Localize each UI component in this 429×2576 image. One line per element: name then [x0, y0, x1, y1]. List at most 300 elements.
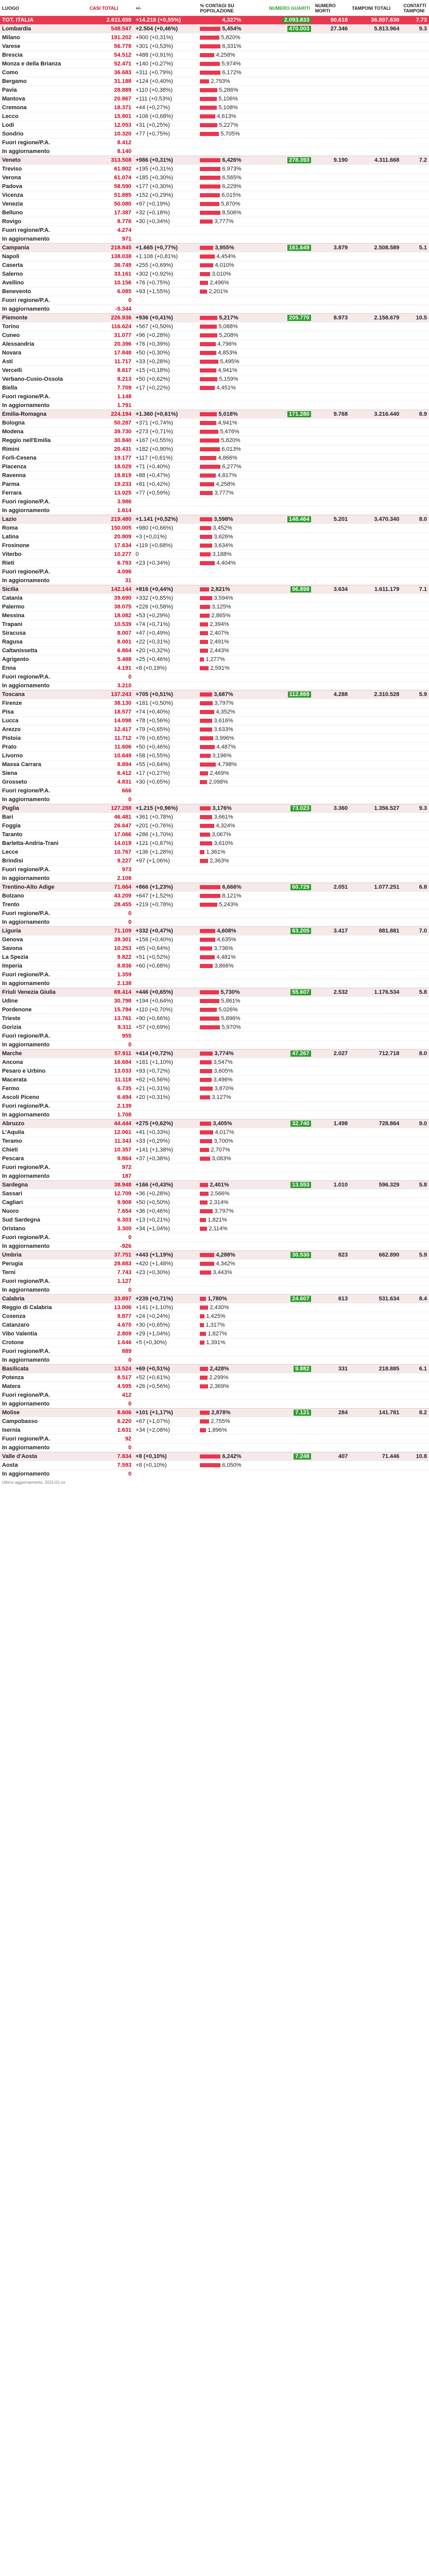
- province-contatti: [401, 577, 429, 585]
- province-tamponi: [350, 1084, 401, 1093]
- region-tamponi: 712.718: [350, 1049, 401, 1058]
- region-row[interactable]: [0, 1120, 429, 1128]
- italia-ratio: [198, 16, 267, 25]
- region-row[interactable]: [0, 515, 429, 524]
- province-ratio: [198, 848, 267, 857]
- province-tamponi: [350, 471, 401, 480]
- province-tamponi: [350, 1417, 401, 1426]
- region-guariti-value: 96.898: [290, 586, 311, 592]
- province-row: [0, 594, 429, 603]
- province-tamponi: [350, 340, 401, 349]
- province-ratio-bar: [200, 771, 208, 775]
- province-contatti: [401, 287, 429, 296]
- province-delta: [133, 1102, 198, 1111]
- region-casi: 224.194: [88, 410, 133, 419]
- province-contatti: [401, 471, 429, 480]
- province-morti: [313, 305, 350, 314]
- region-delta: +936 (+0,41%): [133, 314, 198, 323]
- province-delta: [133, 235, 198, 244]
- province-tamponi: [350, 647, 401, 655]
- province-morti: [313, 1330, 350, 1338]
- province-morti: [313, 962, 350, 971]
- province-ratio: [198, 287, 267, 296]
- province-guariti: [267, 848, 313, 857]
- region-ratio-value: 3,774%: [214, 1050, 234, 1057]
- region-casi: 44.444: [88, 1120, 133, 1128]
- province-ratio: [198, 1163, 267, 1172]
- province-tamponi: [350, 918, 401, 927]
- province-ratio: [198, 1382, 267, 1391]
- province-guariti: [267, 331, 313, 340]
- province-tamponi: [350, 1374, 401, 1382]
- province-casi: 0: [88, 1286, 133, 1295]
- region-row[interactable]: [0, 1049, 429, 1058]
- province-row: [0, 1435, 429, 1444]
- region-guariti-value: 24.607: [290, 1296, 311, 1302]
- region-row[interactable]: [0, 156, 429, 165]
- province-guariti: [267, 480, 313, 489]
- province-morti: [313, 1356, 350, 1365]
- region-delta: +414 (+0,72%): [133, 1049, 198, 1058]
- province-casi: 8.311: [88, 1023, 133, 1032]
- province-morti: [313, 629, 350, 638]
- region-row[interactable]: [0, 410, 429, 419]
- province-morti: [313, 270, 350, 279]
- province-delta: +121 (+0,87%): [133, 839, 198, 848]
- province-ratio-bar: [200, 1314, 204, 1318]
- province-guariti: [267, 743, 313, 752]
- province-contatti: [401, 1128, 429, 1137]
- region-contatti: 9.3: [401, 25, 429, 33]
- region-row[interactable]: [0, 1365, 429, 1374]
- province-row: [0, 962, 429, 971]
- province-contatti: [401, 1172, 429, 1181]
- province-ratio-value: 3,616%: [214, 718, 233, 724]
- province-ratio-value: 3,870%: [214, 1086, 234, 1092]
- province-name: Enna: [0, 664, 88, 673]
- province-ratio: [198, 1076, 267, 1084]
- province-delta: [133, 1111, 198, 1120]
- province-row: [0, 953, 429, 962]
- province-ratio-bar: [200, 815, 212, 819]
- province-morti: [313, 682, 350, 690]
- province-tamponi: [350, 1330, 401, 1338]
- province-contatti: [401, 1426, 429, 1435]
- region-name: Basilicata: [0, 1365, 88, 1374]
- province-morti: [313, 1058, 350, 1067]
- province-contatti: [401, 892, 429, 901]
- province-guariti: [267, 323, 313, 331]
- province-ratio: [198, 944, 267, 953]
- province-contatti: [401, 717, 429, 725]
- province-morti: [313, 734, 350, 743]
- region-row[interactable]: [0, 1452, 429, 1461]
- region-ratio-bar: [200, 246, 213, 250]
- province-tamponi: [350, 936, 401, 944]
- province-ratio-bar: [200, 202, 219, 206]
- region-row[interactable]: [0, 690, 429, 699]
- province-delta: +117 (+0,61%): [133, 454, 198, 463]
- province-casi: 17.634: [88, 541, 133, 550]
- province-row: [0, 1470, 429, 1479]
- province-contatti: [401, 1400, 429, 1409]
- province-row: [0, 638, 429, 647]
- province-name: Perugia: [0, 1260, 88, 1268]
- province-ratio-value: 3,547%: [213, 1059, 233, 1065]
- province-guariti: [267, 1461, 313, 1470]
- province-row: [0, 857, 429, 866]
- region-delta: +275 (+0,62%): [133, 1120, 198, 1128]
- province-name: Fuori regione/P.A.: [0, 296, 88, 305]
- province-row: [0, 60, 429, 69]
- province-row: [0, 1461, 429, 1470]
- province-ratio-value: 5,159%: [219, 376, 238, 382]
- region-morti: 1.498: [313, 1120, 350, 1128]
- region-ratio-value: 5,454%: [222, 26, 242, 32]
- province-ratio-bar: [200, 36, 219, 40]
- province-ratio-value: 3,626%: [214, 534, 233, 540]
- province-name: Pesaro e Urbino: [0, 1067, 88, 1076]
- region-contatti: 8.4: [401, 1295, 429, 1303]
- province-casi: 0: [88, 909, 133, 918]
- region-row[interactable]: [0, 1181, 429, 1190]
- province-morti: [313, 147, 350, 156]
- province-delta: +361 (+0,78%): [133, 813, 198, 822]
- province-row: [0, 1163, 429, 1172]
- province-row: [0, 647, 429, 655]
- province-casi: 1.708: [88, 1111, 133, 1120]
- province-guariti: [267, 112, 313, 121]
- province-name: Siena: [0, 769, 88, 778]
- region-morti: 27.346: [313, 25, 350, 33]
- province-delta: +30 (+0,65%): [133, 1321, 198, 1330]
- province-guariti: [267, 752, 313, 760]
- province-contatti: [401, 401, 429, 410]
- province-ratio-value: 2,443%: [210, 648, 229, 654]
- province-name: Ravenna: [0, 471, 88, 480]
- province-casi: 1.646: [88, 1338, 133, 1347]
- province-ratio: [198, 699, 267, 708]
- region-ratio-value: 6,426%: [222, 157, 242, 163]
- province-morti: [313, 1093, 350, 1102]
- province-delta: [133, 568, 198, 577]
- region-delta: +705 (+0,51%): [133, 690, 198, 699]
- province-tamponi: [350, 1032, 401, 1041]
- province-tamponi: [350, 130, 401, 139]
- province-contatti: [401, 463, 429, 471]
- province-contatti: [401, 1146, 429, 1155]
- province-morti: [313, 752, 350, 760]
- region-row[interactable]: [0, 25, 429, 33]
- province-casi: 33.161: [88, 270, 133, 279]
- province-contatti: [401, 1084, 429, 1093]
- province-name: Fuori regione/P.A.: [0, 498, 88, 506]
- province-guariti: [267, 209, 313, 217]
- province-ratio-value: 3,661%: [214, 814, 233, 820]
- province-ratio-bar: [200, 473, 216, 478]
- header-contatti[interactable]: CONTATTI TAMPONI: [401, 0, 429, 16]
- province-contatti: [401, 1338, 429, 1347]
- province-row: [0, 1137, 429, 1146]
- province-guariti: [267, 139, 313, 147]
- italia-row: [0, 16, 429, 25]
- province-row: [0, 1023, 429, 1032]
- province-name: Nuoro: [0, 1207, 88, 1216]
- header-casi[interactable]: CASI TOTALI: [88, 0, 133, 16]
- province-casi: 12.709: [88, 1190, 133, 1198]
- province-ratio-bar: [200, 333, 217, 337]
- province-casi: 54.512: [88, 51, 133, 60]
- province-casi: 28.889: [88, 86, 133, 95]
- province-name: Rovigo: [0, 217, 88, 226]
- province-guariti: [267, 1233, 313, 1242]
- region-contatti: 7.2: [401, 156, 429, 165]
- region-morti: 3.360: [313, 804, 350, 813]
- province-guariti: [267, 226, 313, 235]
- province-ratio-bar: [200, 1025, 220, 1029]
- province-row: [0, 1374, 429, 1382]
- province-name: In aggiornamento: [0, 795, 88, 804]
- province-morti: [313, 866, 350, 874]
- header-morti[interactable]: NUMERO MORTI: [313, 0, 350, 16]
- province-ratio: [198, 795, 267, 804]
- province-row: [0, 77, 429, 86]
- province-contatti: [401, 962, 429, 971]
- province-ratio: [198, 1207, 267, 1216]
- province-guariti: [267, 612, 313, 620]
- province-name: Taranto: [0, 831, 88, 839]
- region-ratio: [198, 515, 267, 524]
- header-guariti[interactable]: NUMERO GUARITI: [267, 0, 313, 16]
- province-ratio: [198, 918, 267, 927]
- province-ratio-bar: [200, 79, 209, 83]
- province-contatti: [401, 866, 429, 874]
- header-luogo[interactable]: LUOGO: [0, 0, 88, 16]
- province-delta: +185 (+0,30%): [133, 174, 198, 182]
- province-casi: 8.213: [88, 375, 133, 384]
- region-ratio: [198, 314, 267, 323]
- province-guariti: [267, 909, 313, 918]
- province-morti: [313, 1006, 350, 1014]
- province-name: Fuori regione/P.A.: [0, 787, 88, 795]
- province-delta: +136 (+1,28%): [133, 848, 198, 857]
- region-delta: +1.215 (+0,96%): [133, 804, 198, 813]
- region-tamponi: 662.890: [350, 1251, 401, 1260]
- region-row[interactable]: [0, 1409, 429, 1417]
- province-ratio-bar: [200, 438, 219, 443]
- province-ratio-bar: [200, 456, 216, 460]
- province-contatti: [401, 1260, 429, 1268]
- province-ratio: [198, 1277, 267, 1286]
- province-name: Monza e della Brianza: [0, 60, 88, 69]
- header-ratio[interactable]: % CONTAGI SU POPOLAZIONE: [198, 0, 267, 16]
- province-ratio-bar: [200, 622, 208, 626]
- province-ratio-value: 1,821%: [208, 1217, 227, 1223]
- province-ratio: [198, 892, 267, 901]
- province-delta: [133, 1233, 198, 1242]
- province-name: Arezzo: [0, 725, 88, 734]
- province-contatti: [401, 77, 429, 86]
- region-row[interactable]: [0, 804, 429, 813]
- province-ratio-value: 1,425%: [206, 1313, 226, 1319]
- province-ratio-bar: [200, 465, 220, 469]
- province-morti: [313, 252, 350, 261]
- province-morti: [313, 104, 350, 112]
- region-ratio: [198, 690, 267, 699]
- province-guariti: [267, 366, 313, 375]
- province-tamponi: [350, 1286, 401, 1295]
- province-tamponi: [350, 1242, 401, 1251]
- province-ratio-bar: [200, 1200, 208, 1205]
- province-row: [0, 787, 429, 795]
- province-guariti: [267, 270, 313, 279]
- province-ratio-bar: [200, 386, 215, 390]
- region-guariti-value: 112.869: [288, 691, 311, 698]
- region-row[interactable]: [0, 585, 429, 594]
- province-ratio-value: 2,114%: [209, 1226, 228, 1232]
- italia-ratio-value: 4,327%: [222, 17, 242, 23]
- province-guariti: [267, 1198, 313, 1207]
- region-row[interactable]: [0, 988, 429, 997]
- region-casi: 71.109: [88, 927, 133, 936]
- province-guariti: [267, 1444, 313, 1452]
- province-ratio: [198, 1058, 267, 1067]
- province-ratio: [198, 209, 267, 217]
- province-name: Pistoia: [0, 734, 88, 743]
- province-delta: +25 (+0,46%): [133, 655, 198, 664]
- region-row[interactable]: [0, 1295, 429, 1303]
- province-name: Reggio di Calabria: [0, 1303, 88, 1312]
- province-guariti: [267, 436, 313, 445]
- province-row: [0, 612, 429, 620]
- province-morti: [313, 612, 350, 620]
- province-row: [0, 1041, 429, 1049]
- province-delta: +78 (+0,56%): [133, 717, 198, 725]
- region-ratio-bar: [200, 1297, 206, 1301]
- region-row[interactable]: [0, 927, 429, 936]
- province-morti: [313, 813, 350, 822]
- province-ratio: [198, 603, 267, 612]
- region-row[interactable]: [0, 314, 429, 323]
- province-tamponi: [350, 191, 401, 200]
- province-delta: +141 (+1,10%): [133, 1303, 198, 1312]
- province-casi: 666: [88, 787, 133, 795]
- province-contatti: [401, 1076, 429, 1084]
- province-row: [0, 1242, 429, 1251]
- header-tamponi[interactable]: TAMPONI TOTALI: [350, 0, 401, 16]
- region-row[interactable]: [0, 883, 429, 892]
- province-morti: [313, 209, 350, 217]
- province-delta: +50 (+0,50%): [133, 1198, 198, 1207]
- table-header: [0, 0, 429, 16]
- province-contatti: [401, 673, 429, 682]
- province-ratio-bar: [200, 727, 212, 732]
- region-ratio: [198, 1452, 267, 1461]
- region-delta: +101 (+1,17%): [133, 1409, 198, 1417]
- province-contatti: [401, 655, 429, 664]
- province-ratio-bar: [200, 1376, 208, 1380]
- province-ratio: [198, 401, 267, 410]
- region-guariti: [267, 244, 313, 252]
- province-name: Matera: [0, 1382, 88, 1391]
- region-row[interactable]: [0, 244, 429, 252]
- province-ratio-bar: [200, 552, 211, 556]
- province-guariti: [267, 191, 313, 200]
- province-name: Roma: [0, 524, 88, 533]
- province-morti: [313, 1391, 350, 1400]
- region-contatti: 9.3: [401, 804, 429, 813]
- region-name: Campania: [0, 244, 88, 252]
- province-guariti: [267, 1312, 313, 1321]
- region-casi: 218.845: [88, 244, 133, 252]
- region-tamponi: 1.611.179: [350, 585, 401, 594]
- province-contatti: [401, 839, 429, 848]
- province-row: [0, 769, 429, 778]
- province-row: [0, 296, 429, 305]
- province-ratio: [198, 1400, 267, 1409]
- province-ratio: [198, 498, 267, 506]
- province-tamponi: [350, 787, 401, 795]
- province-morti: [313, 174, 350, 182]
- province-ratio: [198, 235, 267, 244]
- province-morti: [313, 42, 350, 51]
- province-ratio-value: 1,361%: [206, 849, 226, 855]
- province-casi: 10.539: [88, 620, 133, 629]
- province-ratio-value: 1,896%: [208, 1427, 227, 1433]
- province-contatti: [401, 1023, 429, 1032]
- italia-casi: 2.611.659: [88, 16, 133, 25]
- province-casi: 6.303: [88, 1216, 133, 1225]
- province-delta: [133, 139, 198, 147]
- province-casi: 6.735: [88, 1084, 133, 1093]
- province-contatti: [401, 270, 429, 279]
- province-name: Sud Sardegna: [0, 1216, 88, 1225]
- province-morti: [313, 340, 350, 349]
- province-guariti: [267, 454, 313, 463]
- province-ratio-value: 6,015%: [221, 192, 241, 198]
- province-ratio: [198, 778, 267, 787]
- header-delta[interactable]: +/-: [133, 0, 198, 16]
- province-row: [0, 498, 429, 506]
- province-ratio-value: 5,286%: [219, 87, 238, 93]
- province-delta: +90 (+0,66%): [133, 1014, 198, 1023]
- province-delta: +76 (+0,65%): [133, 734, 198, 743]
- province-delta: +195 (+0,31%): [133, 165, 198, 174]
- region-guariti-value: 32.740: [290, 1121, 311, 1127]
- province-ratio-bar: [200, 132, 219, 136]
- province-ratio: [198, 620, 267, 629]
- province-tamponi: [350, 165, 401, 174]
- region-guariti: [267, 515, 313, 524]
- province-guariti: [267, 384, 313, 393]
- province-name: Padova: [0, 182, 88, 191]
- province-guariti: [267, 1374, 313, 1382]
- province-row: [0, 1093, 429, 1102]
- province-tamponi: [350, 901, 401, 909]
- province-contatti: [401, 69, 429, 77]
- province-contatti: [401, 252, 429, 261]
- province-ratio-bar: [200, 605, 210, 609]
- province-casi: 10.277: [88, 550, 133, 559]
- province-contatti: [401, 760, 429, 769]
- footer-note: Ultimo aggiornamento: 2021-01-xx: [2, 1480, 65, 1485]
- province-ratio: [198, 1032, 267, 1041]
- province-ratio: [198, 1426, 267, 1435]
- province-guariti: [267, 498, 313, 506]
- province-guariti: [267, 279, 313, 287]
- province-casi: 13.006: [88, 1303, 133, 1312]
- region-row[interactable]: [0, 1251, 429, 1260]
